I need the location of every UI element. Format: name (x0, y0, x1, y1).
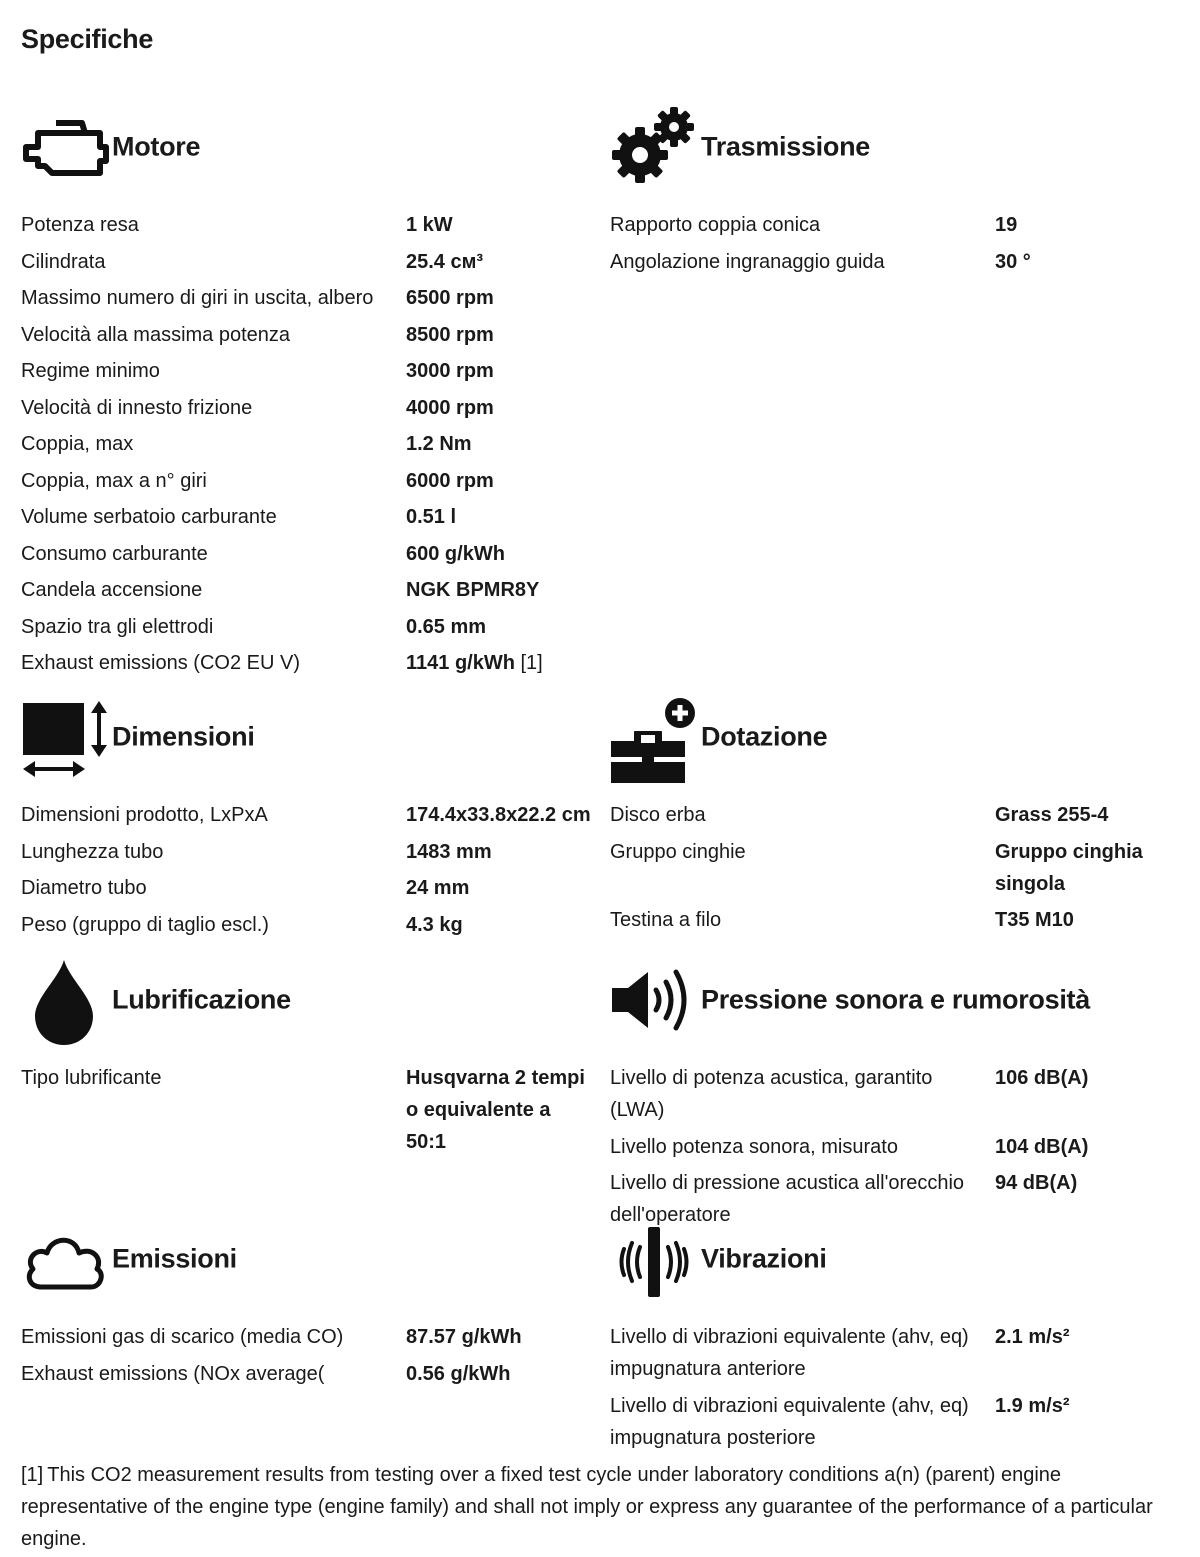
spec-label: Regime minimo (21, 360, 160, 382)
spec-row (610, 1390, 1185, 1454)
spec-value-text: Husqvarna 2 tempi o equivalente a 50:1 (406, 1067, 585, 1153)
section-header (610, 101, 1185, 193)
spec-value (995, 1390, 1185, 1454)
spec-value-text: 4000 rpm (406, 396, 494, 419)
spec-row (21, 574, 596, 606)
section-dotazione (610, 691, 1185, 941)
engine-icon (21, 101, 111, 193)
spec-list (21, 209, 596, 679)
spec-row (610, 1131, 1185, 1163)
spec-row (21, 428, 596, 460)
footnote-reference[interactable]: [1] (520, 652, 543, 674)
section-lubrificazione (21, 954, 596, 1163)
spec-label: Gruppo cinghie (610, 840, 746, 863)
spec-label: Livello di pressione acustica all'orecchio dell'operatore (610, 1172, 965, 1226)
section-title: Lubrificazione (112, 984, 291, 1015)
spec-value-text: 25.4 см³ (406, 250, 484, 273)
spec-label: Potenza resa (21, 214, 139, 236)
spec-row (610, 904, 1185, 936)
spec-value (995, 209, 1185, 241)
spec-list (21, 1062, 596, 1158)
section-header (21, 954, 596, 1046)
spec-value-text: 1 kW (406, 214, 453, 236)
spec-row (21, 1062, 596, 1158)
spec-value-text: 174.4x33.8x22.2 cm (406, 804, 591, 826)
spec-value-text: 2.1 m/s² (995, 1326, 1070, 1348)
spec-row (21, 538, 596, 570)
section-emissioni (21, 1213, 596, 1394)
spec-list (610, 1321, 1185, 1454)
section-header (610, 954, 1185, 1046)
spec-value-text: 94 dB(A) (995, 1172, 1078, 1194)
spec-label: Angolazione ingranaggio guida (610, 250, 885, 273)
section-header (21, 691, 596, 783)
spec-label: Coppia, max (21, 433, 134, 455)
spec-value (406, 501, 596, 533)
spec-label: Livello di potenza acustica, garantito (LWA) (610, 1067, 933, 1121)
section-header (21, 101, 596, 193)
spec-value-text: T35 M10 (995, 909, 1074, 931)
spec-value-text: 1.2 Nm (406, 433, 472, 455)
spec-value (406, 282, 596, 314)
spec-label: Coppia, max a n° giri (21, 469, 207, 492)
spec-label: Emissioni gas di scarico (media CO) (21, 1326, 344, 1348)
spec-value (995, 836, 1185, 900)
spec-row (21, 392, 596, 424)
spec-value (406, 836, 596, 868)
spec-value (406, 647, 596, 679)
spec-value-text: 8500 rpm (406, 323, 494, 346)
spec-value-text: 19 (995, 214, 1018, 236)
spec-value (406, 872, 596, 904)
spec-value-text: 6500 rpm (406, 287, 494, 309)
spec-row (610, 246, 1185, 278)
section-dimensioni (21, 691, 596, 945)
spec-row (610, 1062, 1185, 1126)
spec-label: Consumo carburante (21, 542, 208, 565)
spec-value-text: 0.65 mm (406, 615, 487, 638)
spec-row (21, 611, 596, 643)
section-title: Trasmissione (701, 131, 870, 162)
spec-value (995, 1062, 1185, 1126)
spec-value (995, 904, 1185, 936)
spec-row (21, 246, 596, 278)
spec-value-text: NGK BPMR8Y (406, 579, 540, 601)
spec-value-text: 1.9 m/s² (995, 1394, 1070, 1417)
spec-value-text: 4.3 kg (406, 913, 463, 936)
spec-value (406, 611, 596, 643)
spec-value (406, 246, 596, 278)
spec-label: Diametro tubo (21, 877, 147, 899)
section-title: Dotazione (701, 721, 828, 752)
section-header (610, 1213, 1185, 1305)
spec-value-text: Grass 255-4 (995, 804, 1109, 826)
spec-value-text: 6000 rpm (406, 469, 494, 492)
spec-row (21, 355, 596, 387)
spec-value-text: 30 ° (995, 250, 1031, 273)
spec-value-text: 87.57 g/kWh (406, 1326, 522, 1348)
spec-value (406, 574, 596, 606)
spec-label: Livello potenza sonora, misurato (610, 1135, 898, 1158)
spec-value-text: 0.56 g/kWh (406, 1362, 511, 1385)
oil-drop-icon (21, 954, 111, 1046)
footnote-text: This CO2 measurement results from testing over a fixed test cycle under laboratory conditions a(n) (parent) engine representative of the engine type (engine family) and shall not imply or express any guarantee of the performance of a particular engine. (21, 1464, 1153, 1550)
spec-list (610, 799, 1185, 936)
spec-value (406, 209, 596, 241)
spec-list (610, 209, 1185, 278)
spec-value-text: 600 g/kWh (406, 542, 505, 565)
spec-value (995, 246, 1185, 278)
spec-label: Lunghezza tubo (21, 840, 164, 863)
spec-row (21, 647, 596, 679)
spec-label: Cilindrata (21, 250, 106, 273)
spec-row (21, 909, 596, 941)
section-trasmissione (610, 101, 1185, 282)
spec-label: Spazio tra gli elettrodi (21, 615, 214, 638)
spec-value (406, 909, 596, 941)
spec-row (610, 1321, 1185, 1385)
spec-label: Candela accensione (21, 579, 203, 601)
spec-label: Massimo numero di giri in uscita, albero (21, 287, 374, 309)
spec-list (21, 1321, 596, 1390)
spec-value (406, 1062, 596, 1158)
spec-label: Dimensioni prodotto, LxPxA (21, 804, 268, 826)
spec-value-text: Gruppo cinghia singola (995, 840, 1143, 895)
spec-value-text: 1483 mm (406, 840, 492, 863)
spec-value (406, 319, 596, 351)
cloud-icon (21, 1213, 111, 1305)
spec-label: Exhaust emissions (CO2 EU V) (21, 652, 300, 674)
spec-label: Velocità di innesto frizione (21, 396, 253, 419)
spec-label: Livello di vibrazioni equivalente (ahv, eq) impugnatura posteriore (610, 1394, 969, 1449)
gears-icon (610, 101, 700, 193)
spec-list (610, 1062, 1185, 1231)
spec-value (406, 799, 596, 831)
spec-label: Livello di vibrazioni equivalente (ahv, eq) impugnatura anteriore (610, 1326, 969, 1380)
spec-row (21, 836, 596, 868)
spec-value-text: 106 dB(A) (995, 1067, 1089, 1089)
vibration-icon (610, 1213, 700, 1305)
section-title: Dimensioni (112, 721, 255, 752)
section-motore (21, 101, 596, 684)
spec-label: Velocità alla massima potenza (21, 323, 291, 346)
spec-row (21, 319, 596, 351)
spec-value (406, 355, 596, 387)
spec-value (406, 428, 596, 460)
spec-value (406, 465, 596, 497)
spec-label: Disco erba (610, 804, 706, 826)
spec-label: Volume serbatoio carburante (21, 506, 277, 528)
spec-label: Rapporto coppia conica (610, 214, 821, 236)
section-title: Vibrazioni (701, 1243, 827, 1274)
section-vibrazioni (610, 1213, 1185, 1458)
toolbox-plus-icon (610, 691, 700, 783)
spec-label: Exhaust emissions (NOx average( (21, 1362, 325, 1385)
spec-row (21, 799, 596, 831)
spec-value-text: 3000 rpm (406, 360, 494, 382)
spec-list (21, 799, 596, 941)
spec-value (406, 1358, 596, 1390)
spec-row (21, 872, 596, 904)
page-title: Specifiche (21, 24, 154, 54)
footnote-mark: [1] (21, 1464, 44, 1486)
spec-row (21, 1358, 596, 1390)
spec-row (610, 799, 1185, 831)
spec-label: Testina a filo (610, 909, 722, 931)
speaker-icon (610, 954, 700, 1046)
spec-value (995, 799, 1185, 831)
spec-label: Peso (gruppo di taglio escl.) (21, 913, 269, 936)
section-title: Pressione sonora e rumorosità (701, 984, 1090, 1015)
spec-row (21, 465, 596, 497)
spec-value-text: 0.51 l (406, 506, 457, 528)
spec-row (21, 1321, 596, 1353)
footnote (21, 1459, 1186, 1555)
spec-value (995, 1131, 1185, 1163)
spec-value-text: 24 mm (406, 877, 470, 899)
spec-value (406, 1321, 596, 1353)
spec-label: Tipo lubrificante (21, 1067, 162, 1089)
section-header (21, 1213, 596, 1305)
section-title: Emissioni (112, 1243, 237, 1274)
spec-value (406, 392, 596, 424)
spec-value-text: 1141 g/kWh (406, 652, 515, 674)
section-header (610, 691, 1185, 783)
dimensions-icon (21, 691, 111, 783)
spec-value (406, 538, 596, 570)
spec-row (21, 282, 596, 314)
section-title: Motore (112, 131, 201, 162)
spec-value (995, 1321, 1185, 1385)
section-pressione (610, 954, 1185, 1236)
spec-value-text: 104 dB(A) (995, 1135, 1089, 1158)
spec-row (21, 209, 596, 241)
spec-row (610, 209, 1185, 241)
spec-row (610, 836, 1185, 900)
spec-row (21, 501, 596, 533)
